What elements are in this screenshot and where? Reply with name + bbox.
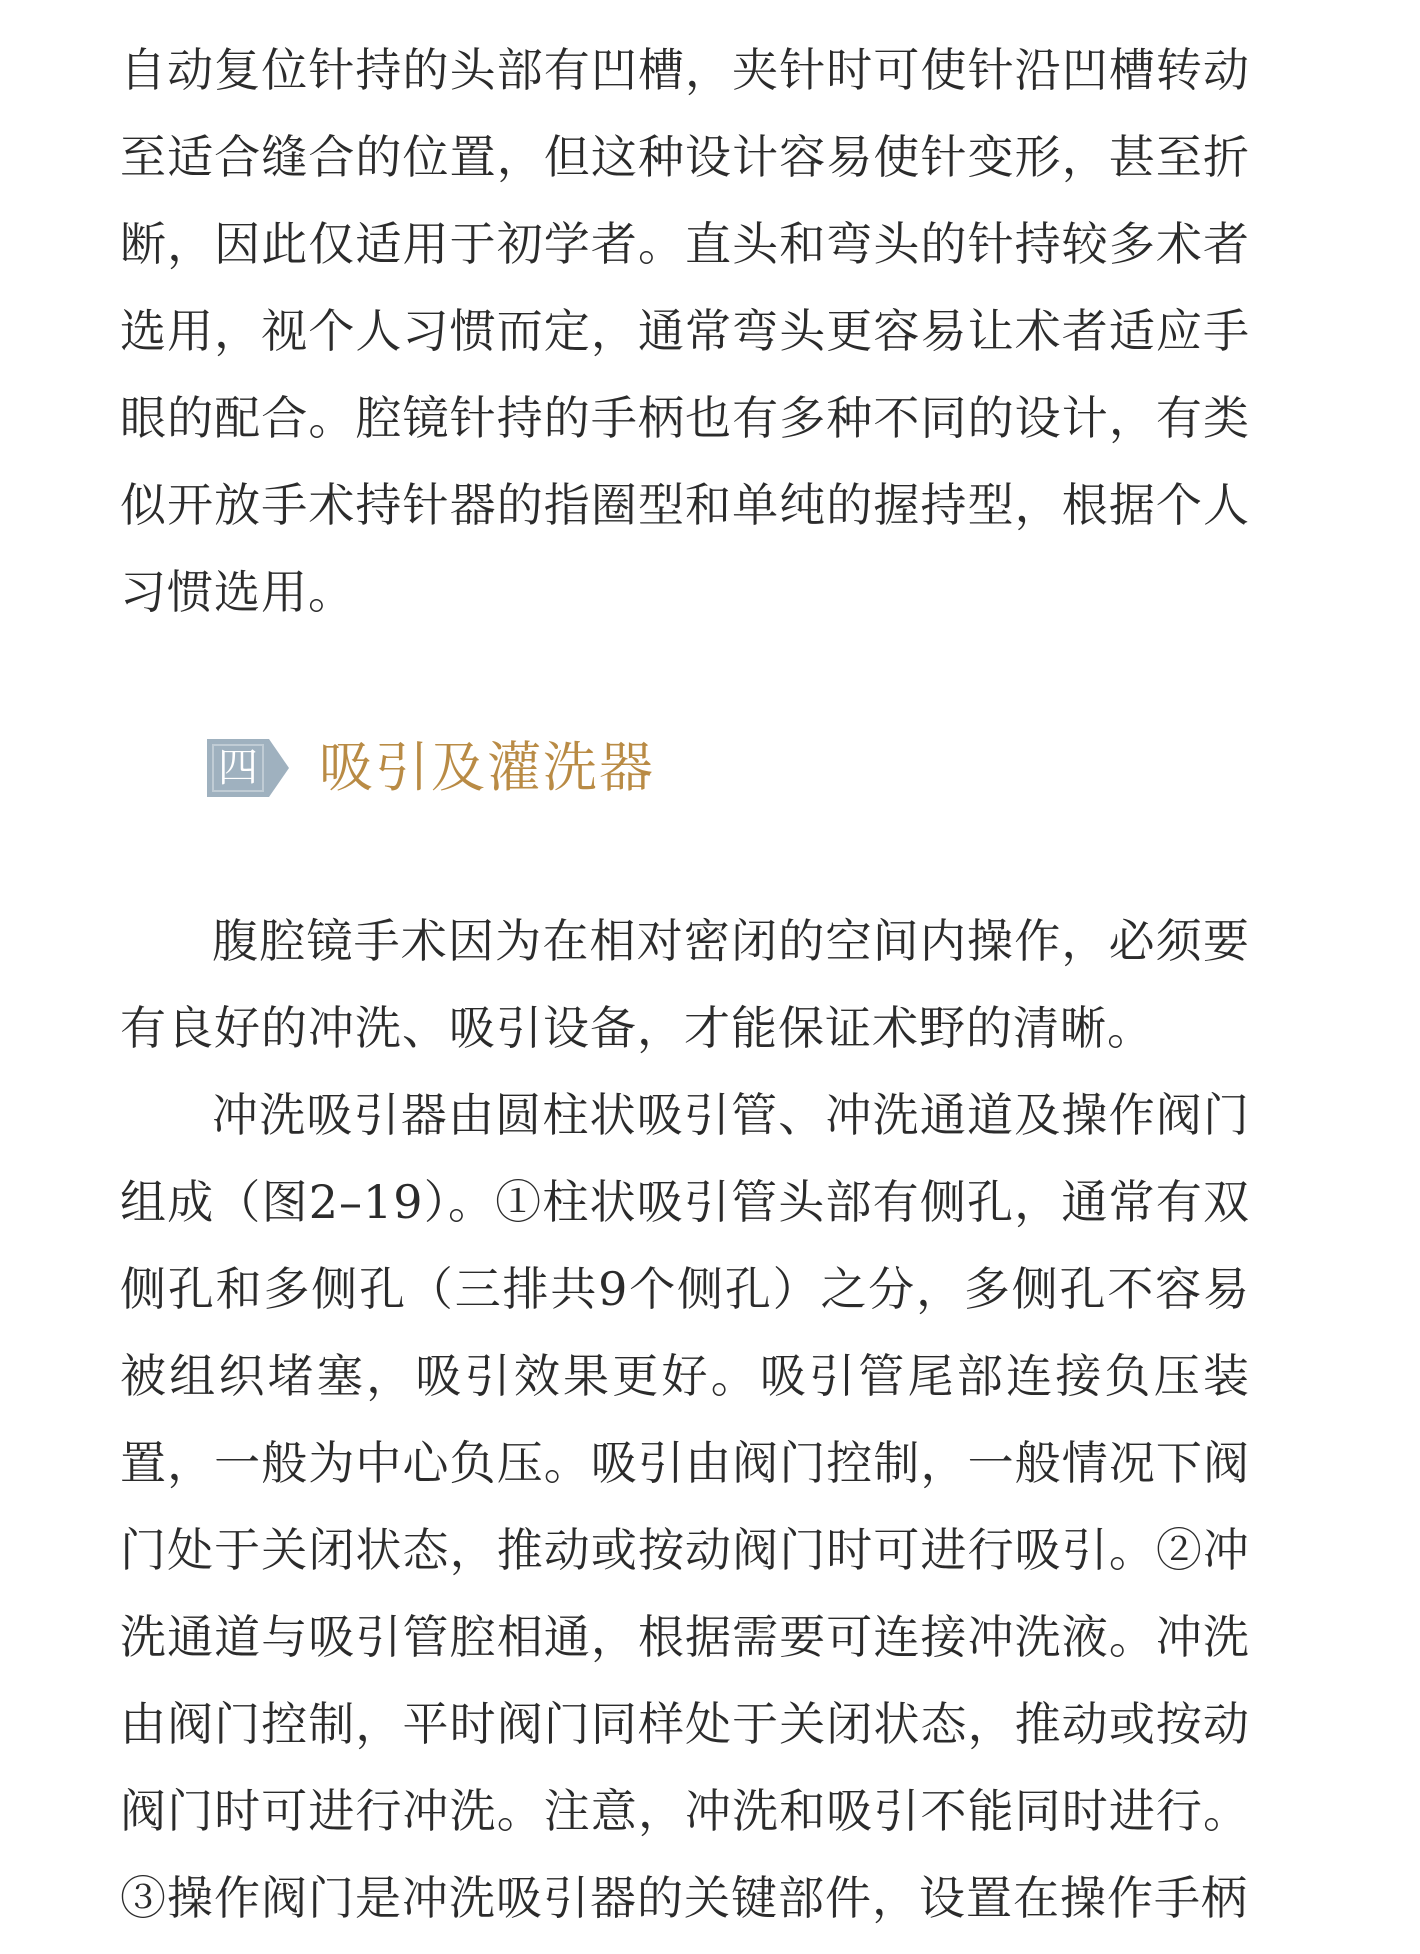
- paragraph-suction-irrigator: 冲洗吸引器由圆柱状吸引管、冲洗通道及操作阀门组成（图2–19）。①柱状吸引管头部有侧孔，通常有双侧孔和多侧孔（三排共9个侧孔）之分，多侧孔不容易被组织堵塞，吸引效果更好。吸引管尾部连接负压装置，一般为中心负压。吸引由阀门控制，一般情况下阀门处于关闭状态，推动或按动阀门时可进行吸引。②冲洗通道与吸引管腔相通，根据需要可连接冲洗液。冲洗由阀门控制，平时阀门同样处于关闭状态，推动或按动阀门时可进行冲洗。注意，冲洗和吸引不能同时进行。③操作阀门是冲洗吸引器的关键部件，设置在操作手柄: [120, 1088, 1250, 1925]
- paragraph-needle-holder: 自动复位针持的头部有凹槽，夹针时可使针沿凹槽转动至适合缝合的位置，但这种设计容易使针变形，甚至折断，因此仅适用于初学者。直头和弯头的针持较多术者选用，视个人习惯而定，通常弯头更容易让术者适应手眼的配合。腔镜针持的手柄也有多种不同的设计，有类似开放手术持针器的指圈型和单纯的握持型，根据个人习惯选用。: [120, 43, 1250, 619]
- section-number: 四: [218, 745, 258, 791]
- section-title: 吸引及灌洗器: [319, 736, 655, 799]
- paragraph-intro: 腹腔镜手术因为在相对密闭的空间内操作，必须要有良好的冲洗、吸引设备，才能保证术野的清晰。: [120, 914, 1250, 1055]
- section-badge: [207, 739, 289, 797]
- section-heading: [207, 736, 655, 800]
